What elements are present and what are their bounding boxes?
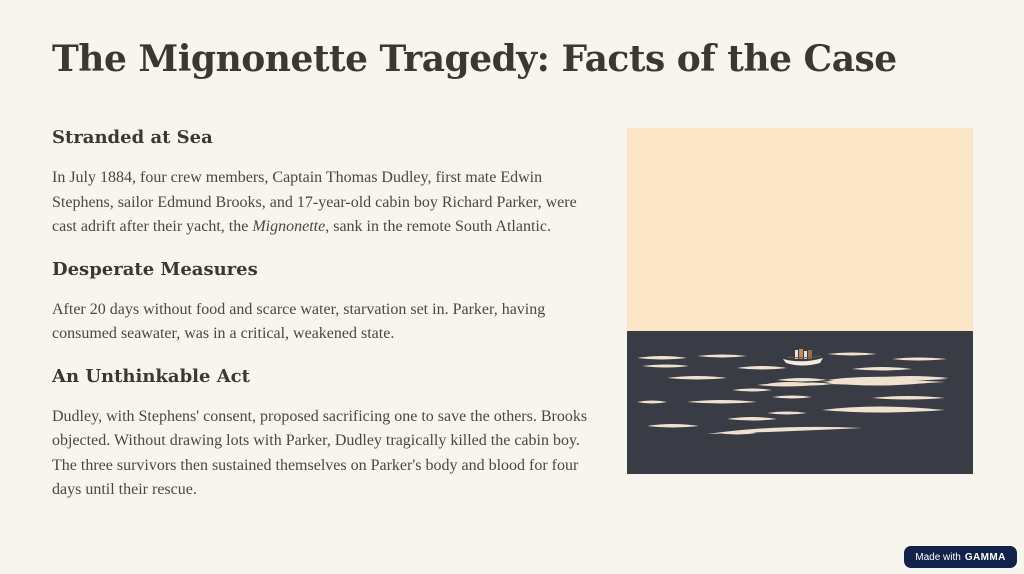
gamma-logo: GAMMA	[964, 551, 1006, 563]
section-text-stranded	[52, 166, 592, 240]
made-with-gamma-badge[interactable]	[904, 546, 1017, 568]
badge-prefix: Made with	[915, 551, 961, 563]
slide-title: The Mignonette Tragedy: Facts of the Case	[52, 38, 897, 80]
section-heading-unthinkable: An Unthinkable Act	[52, 365, 250, 387]
sky	[627, 128, 973, 332]
section-heading-stranded: Stranded at Sea	[52, 127, 213, 148]
section-text-unthinkable: Dudley, with Stephens' consent, proposed sacrificing one to save the others. Brooks objected. Without drawing lots with Parker, Dudley tragically killed the cabin boy. The three survivors then sustained themselves on Parker's body and blood for four days until their rescue.	[52, 407, 588, 498]
content-column	[52, 124, 592, 519]
ship-name: Mignonette	[252, 218, 326, 235]
section-text-desperate: After 20 days without food and scarce water, starvation set in. Parker, having consumed seawater, was in a critical, weakened state.	[52, 300, 546, 342]
text-segment: , sank in the remote South Atlantic.	[325, 218, 551, 235]
sea-illustration	[627, 128, 973, 474]
text-segment: In July 1884, four crew members, Captain Thomas Dudley, first mate Edwin Stephens, sailor Edmund Brooks, and 17-year-old cabin boy Richard Parker, were cast adrift after their yacht, the	[52, 169, 577, 235]
section-heading-desperate: Desperate Measures	[52, 258, 258, 280]
sea-illustration-svg	[627, 128, 973, 474]
